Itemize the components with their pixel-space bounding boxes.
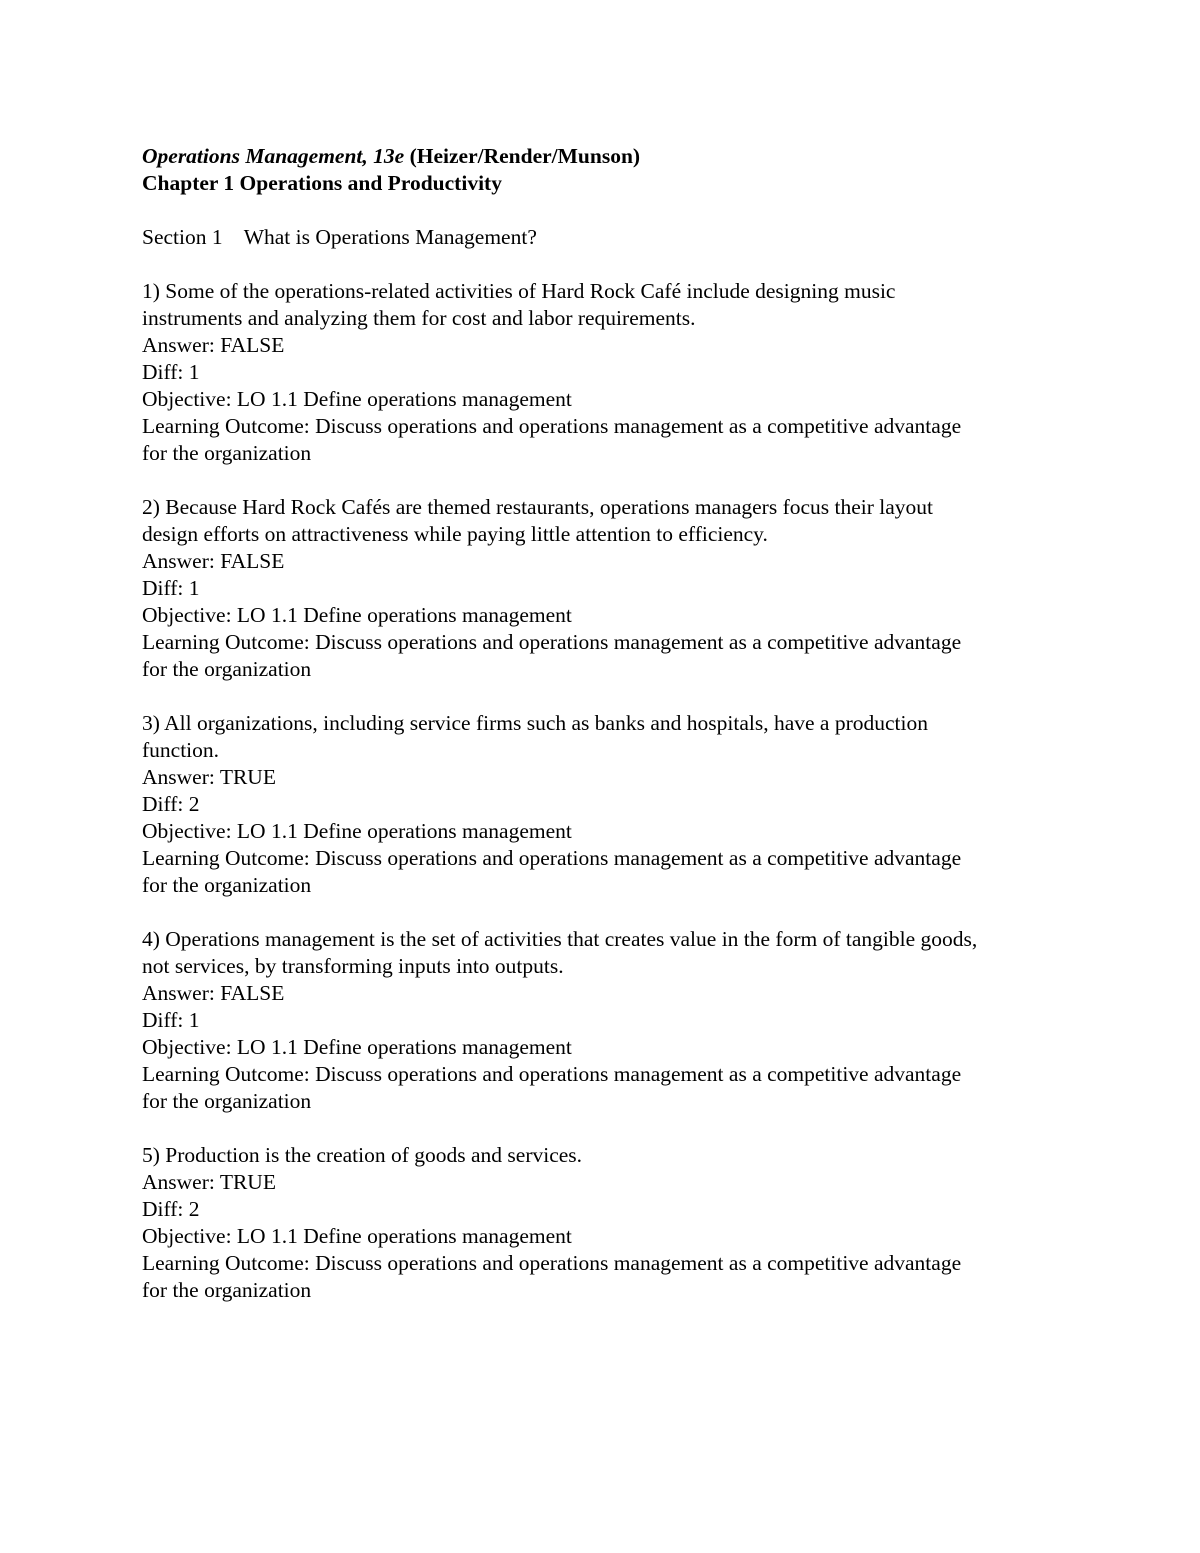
question-text: 1) Some of the operations-related activities of Hard Rock Café include designing music xyxy=(142,279,896,303)
section-heading: Section 1 What is Operations Management? xyxy=(142,225,537,249)
book-authors: (Heizer/Render/Munson) xyxy=(404,144,641,168)
question-answer: Answer: TRUE xyxy=(142,1170,276,1194)
question-difficulty: Diff: 1 xyxy=(142,576,200,600)
question-answer: Answer: FALSE xyxy=(142,981,285,1005)
question-text: 2) Because Hard Rock Cafés are themed restaurants, operations managers focus their layout xyxy=(142,495,934,519)
question-difficulty: Diff: 2 xyxy=(142,1197,200,1221)
question-objective: Objective: LO 1.1 Define operations management xyxy=(142,1224,572,1248)
question-learning-outcome: for the organization xyxy=(142,1089,312,1113)
question-item xyxy=(142,278,1072,467)
question-learning-outcome: Learning Outcome: Discuss operations and operations management as a competitive advantage xyxy=(142,414,962,438)
question-learning-outcome: for the organization xyxy=(142,873,312,897)
question-objective: Objective: LO 1.1 Define operations management xyxy=(142,387,572,411)
question-answer: Answer: FALSE xyxy=(142,333,285,357)
chapter-heading: Chapter 1 Operations and Productivity xyxy=(142,171,502,195)
question-difficulty: Diff: 2 xyxy=(142,792,200,816)
question-text: design efforts on attractiveness while paying little attention to efficiency. xyxy=(142,522,768,546)
question-learning-outcome: Learning Outcome: Discuss operations and operations management as a competitive advantage xyxy=(142,1062,962,1086)
question-item xyxy=(142,710,1072,899)
question-item xyxy=(142,1142,1072,1304)
question-learning-outcome: Learning Outcome: Discuss operations and operations management as a competitive advantage xyxy=(142,1251,962,1275)
question-learning-outcome: Learning Outcome: Discuss operations and operations management as a competitive advantage xyxy=(142,630,962,654)
question-objective: Objective: LO 1.1 Define operations management xyxy=(142,603,572,627)
question-learning-outcome: for the organization xyxy=(142,441,312,465)
question-item xyxy=(142,926,1072,1115)
question-text: instruments and analyzing them for cost and labor requirements. xyxy=(142,306,696,330)
question-item xyxy=(142,494,1072,683)
question-learning-outcome: Learning Outcome: Discuss operations and operations management as a competitive advantage xyxy=(142,846,962,870)
question-objective: Objective: LO 1.1 Define operations management xyxy=(142,1035,572,1059)
question-text: function. xyxy=(142,738,220,762)
question-text: 5) Production is the creation of goods and services. xyxy=(142,1143,583,1167)
question-difficulty: Diff: 1 xyxy=(142,1008,200,1032)
question-learning-outcome: for the organization xyxy=(142,1278,312,1302)
question-text: not services, by transforming inputs into outputs. xyxy=(142,954,564,978)
question-objective: Objective: LO 1.1 Define operations management xyxy=(142,819,572,843)
question-answer: Answer: TRUE xyxy=(142,765,276,789)
question-text: 4) Operations management is the set of activities that creates value in the form of tangible goods, xyxy=(142,927,978,951)
question-learning-outcome: for the organization xyxy=(142,657,312,681)
book-title: Operations Management, 13e xyxy=(142,144,405,168)
document-page xyxy=(142,143,1072,1304)
document-title xyxy=(142,143,1072,170)
question-list xyxy=(142,278,1072,1304)
question-text: 3) All organizations, including service firms such as banks and hospitals, have a production xyxy=(142,711,928,735)
question-answer: Answer: FALSE xyxy=(142,549,285,573)
question-difficulty: Diff: 1 xyxy=(142,360,200,384)
